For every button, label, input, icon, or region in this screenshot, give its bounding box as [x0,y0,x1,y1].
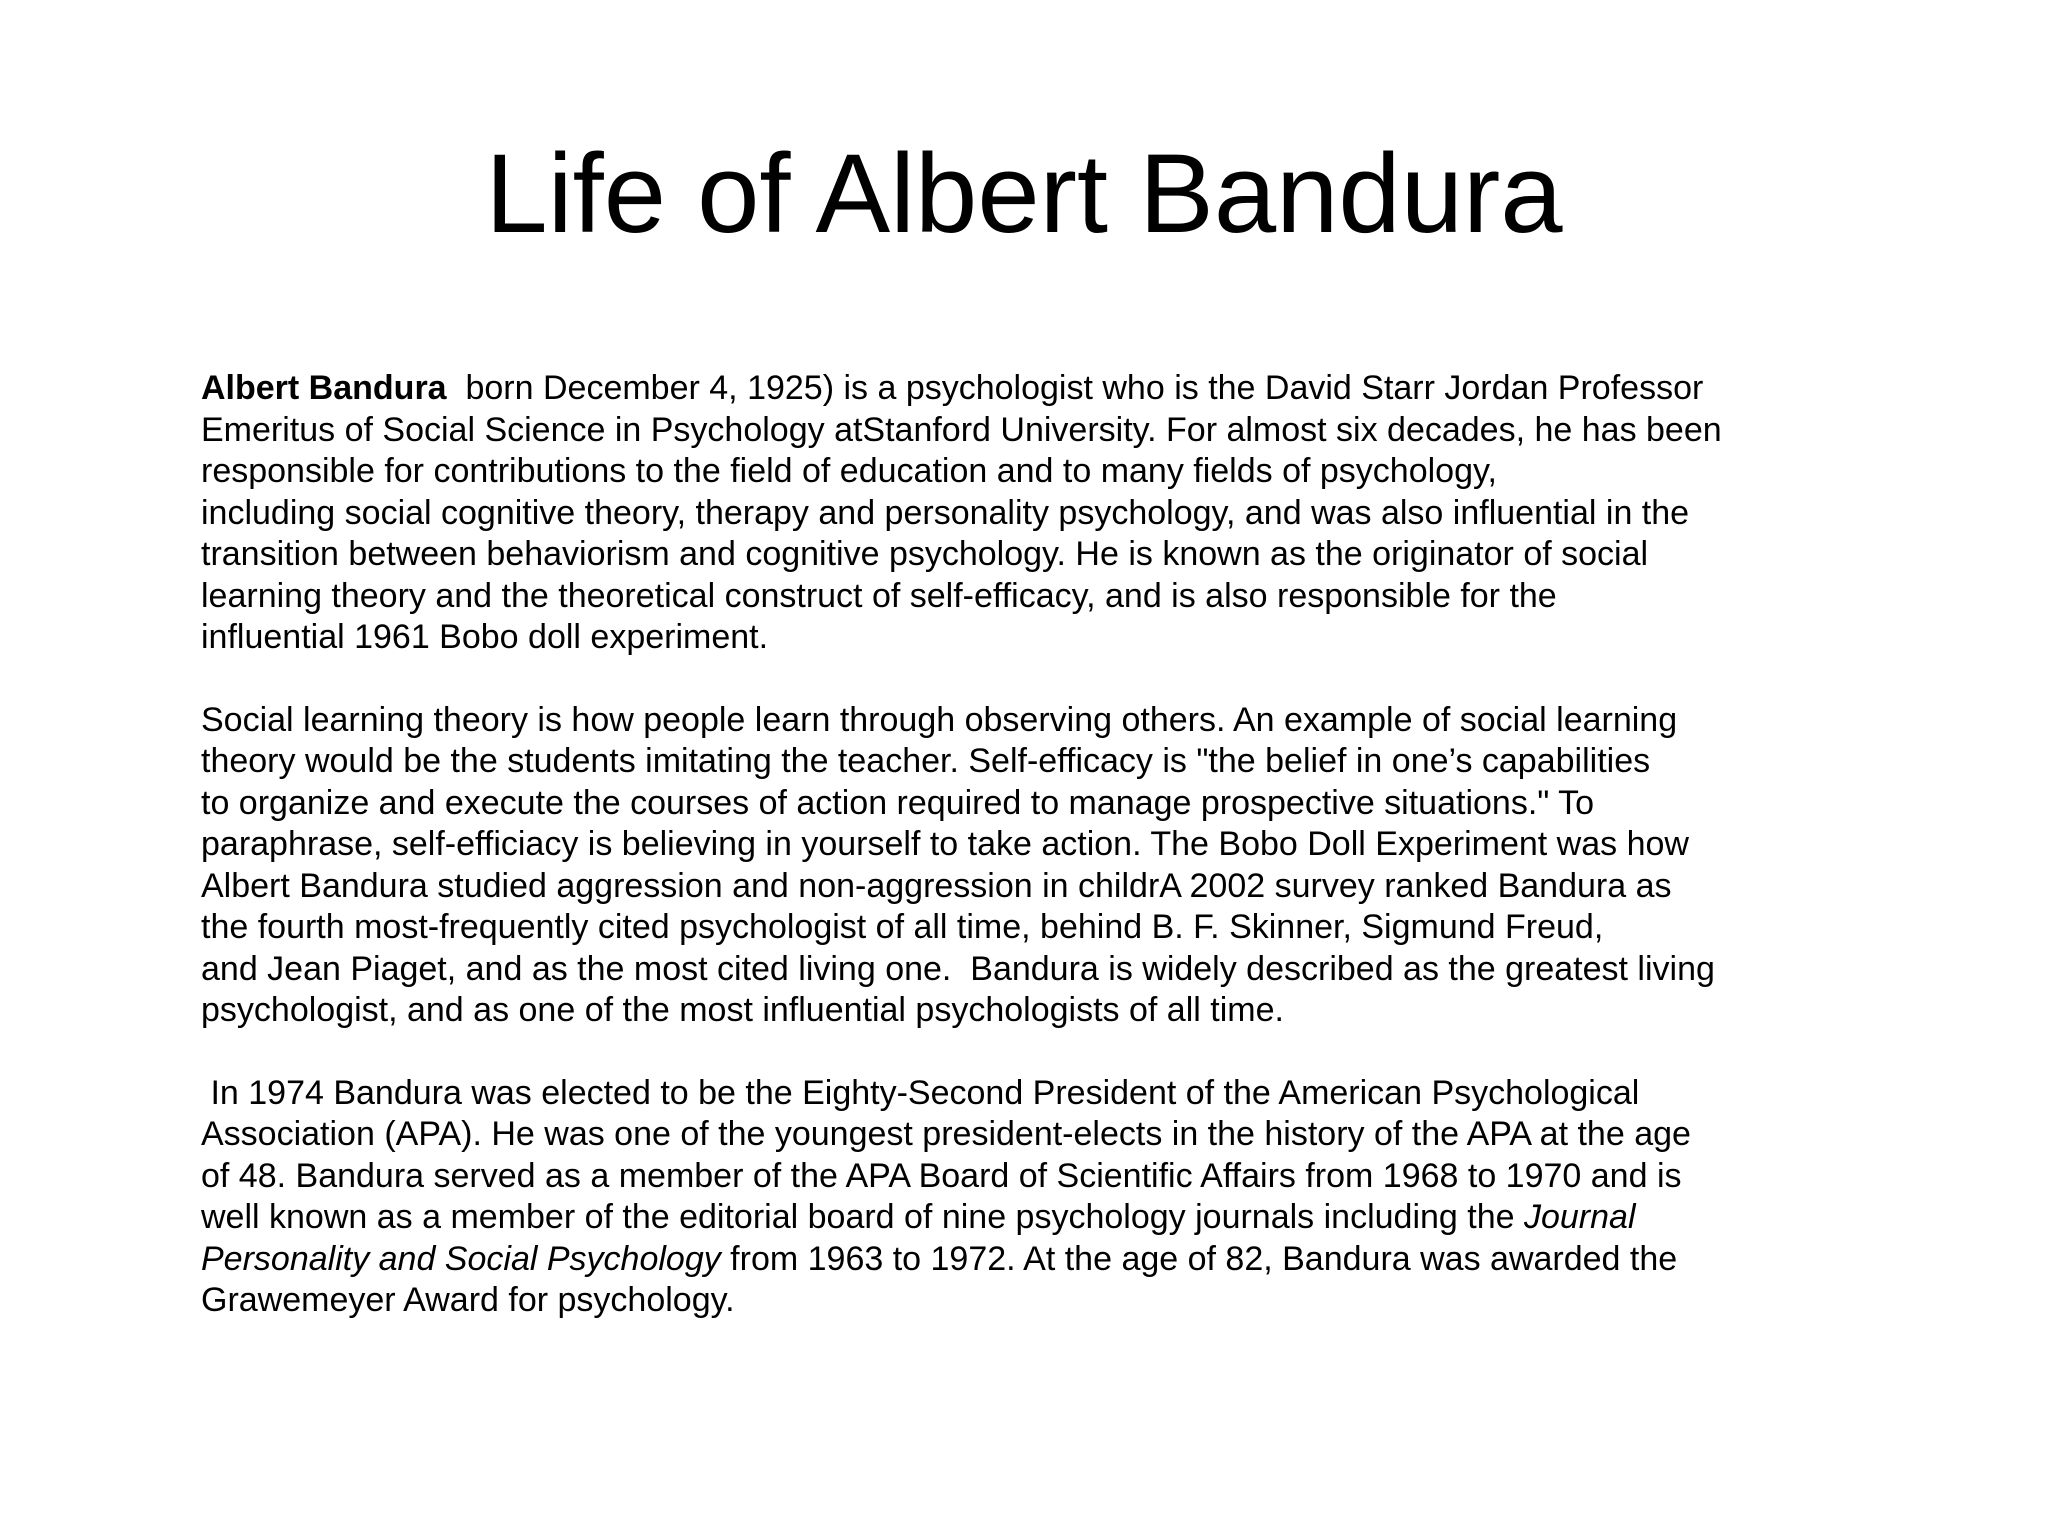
text-line: paraphrase, self-efficiacy is believing in yourself to take action. The Bobo Doll Experiment was how [201,825,1689,863]
text-line: learning theory and the theoretical construct of self-efficacy, and is also responsible for the [201,576,1557,615]
text-line: to organize and execute the courses of action required to manage prospective situations." To [201,783,1595,822]
text-line: theory would be the students imitating the teacher. Self-efficacy is "the belief in one’s capabilities [201,742,1651,780]
line-text: born December 4, 1925) is a psychologist who is the David Starr Jordan Professor [446,369,1704,407]
text-line: of 48. Bandura served as a member of the APA Board of Scientific Affairs from 1968 to 1970 and is [201,1156,1682,1195]
paragraph-biography [201,368,1951,659]
text-line: including social cognitive theory, therapy and personality psychology, and was also influential in the [201,493,1690,532]
text-line: influential 1961 Bobo doll experiment. [201,618,769,656]
italic-journal: Journal [1523,1198,1636,1236]
text-line [201,1197,1951,1239]
text-line: Emeritus of Social Science in Psychology atStanford University. For almost six decades, he has been [201,410,1722,449]
slide-title: Life of Albert Bandura [485,131,1563,256]
line-text: well known as a member of the editorial board of nine psychology journals including the [201,1198,1524,1236]
slide-body [201,368,1951,1363]
text-line: and Jean Piaget, and as the most cited living one. Bandura is widely described as the greatest living [201,949,1715,988]
bold-name: Albert Bandura [201,369,447,407]
text-line: Social learning theory is how people learn through observing others. An example of social learning [201,700,1678,739]
text-line [201,368,1951,410]
text-line: Association (APA). He was one of the youngest president-elects in the history of the APA at the age [201,1115,1691,1153]
line-text: from 1963 to 1972. At the age of 82, Bandura was awarded the [720,1239,1678,1278]
text-line [201,1239,1951,1281]
text-line: Grawemeyer Award for psychology. [201,1281,735,1319]
text-line: responsible for contributions to the field of education and to many fields of psychology, [201,452,1497,490]
paragraph-social-learning [201,700,1951,1032]
text-line: Albert Bandura studied aggression and non-aggression in childrA 2002 survey ranked Bandura as [201,866,1672,905]
text-line: the fourth most-frequently cited psychologist of all time, behind B. F. Skinner, Sigmund Freud, [201,908,1604,946]
paragraph-apa [201,1073,1951,1322]
text-line: In 1974 Bandura was elected to be the Eighty-Second President of the American Psychological [201,1073,1640,1112]
text-line: transition between behaviorism and cognitive psychology. He is known as the originator of social [201,535,1649,573]
text-line: psychologist, and as one of the most influential psychologists of all time. [201,991,1284,1029]
italic-journal-title: Personality and Social Psychology [201,1239,721,1278]
